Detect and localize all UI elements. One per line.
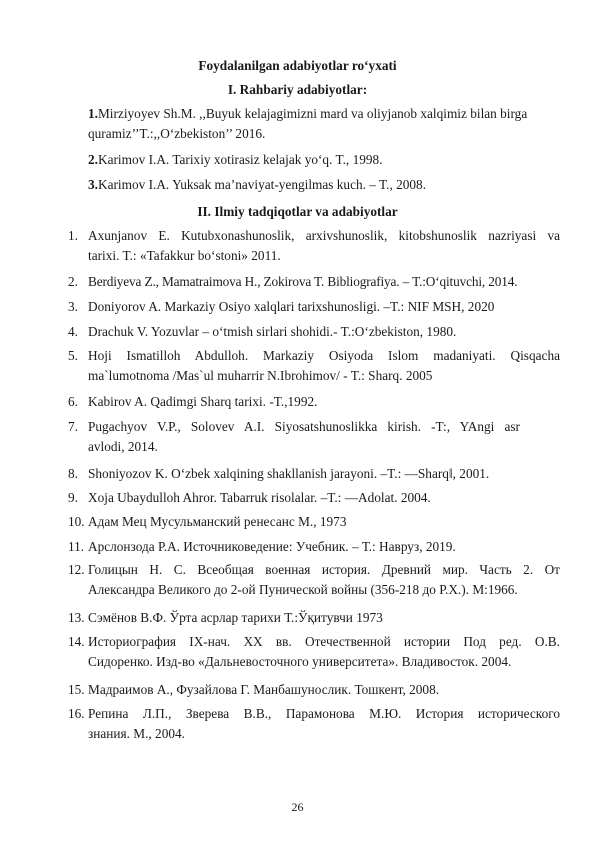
item-line: Xoja Ubaydulloh Ahror. Tabarruk risolalar. –T.: ―Adolat. 2004. <box>88 490 431 505</box>
item-line: Drachuk V. Yozuvlar – o‘tmish sirlari shohidi.- T.:O‘zbekiston, 1980. <box>88 324 457 339</box>
item-number: 9. <box>68 490 78 505</box>
item-number: 6. <box>68 394 78 409</box>
item-number: 1. <box>88 106 98 121</box>
section-title-guidance: I. Rahbariy adabiyotlar: <box>227 82 368 97</box>
item-line: Адам Мец Мусульманский ренесанс М., 1973 <box>88 514 347 529</box>
item-number: 14. <box>68 634 85 649</box>
section-title-research: II. Ilmiy tadqiqotlar va adabiyotlar <box>197 204 398 219</box>
item-number: 2. <box>68 274 78 289</box>
guidance-item <box>88 175 560 195</box>
item-number: 11. <box>68 539 85 554</box>
item-line: Историография IX-нач. XX вв. Отечественной истории Под ред. О.В. <box>88 634 560 649</box>
item-line: Karimov I.A. Yuksak ma’naviyat-yengilmas kuch. – T., 2008. <box>97 177 427 192</box>
item-line: Сидоренко. Изд-во «Дальневосточного университета». Владивосток. 2004. <box>88 654 512 669</box>
item-line: Kabirov A. Qadimgi Sharq tarixi. -T.,1992. <box>88 394 318 409</box>
item-line: avlodi, 2014. <box>88 439 158 454</box>
item-line: Berdiyeva Z., Mamatraimova H., Zokirova T. Bibliografiya. – T.:O‘qituvchi, 2014. <box>88 274 518 289</box>
item-number: 10. <box>68 514 85 529</box>
page-number: 26 <box>291 800 304 814</box>
item-line: знания. М., 2004. <box>88 726 185 741</box>
item-number: 13. <box>68 610 85 625</box>
item-number: 1. <box>68 228 78 243</box>
item-line: Hoji Ismatilloh Abdulloh. Markaziy Osiyoda Islom madaniyati. Qisqacha <box>88 348 560 363</box>
item-number: 7. <box>68 419 78 434</box>
item-line: ma`lumotnoma /Mas`ul muharrir N.Ibrohimov/ - T.: Sharq. 2005 <box>88 368 433 383</box>
item-line: Doniyorov A. Markaziy Osiyo xalqlari tarixshunosligi. –T.: NIF MSH, 2020 <box>88 299 495 314</box>
item-line: Shoniyozov K. O‘zbek xalqining shakllanish jarayoni. –T.: ―Sharq‖, 2001. <box>88 466 490 481</box>
item-number: 12. <box>68 562 85 577</box>
item-line: tarixi. T.: «Tafakkur bo‘stoni» 2011. <box>88 248 281 263</box>
item-line: Голицын Н. С. Всеобщая военная история. Древний мир. Часть 2. От <box>88 562 560 577</box>
item-number: 3. <box>88 177 98 192</box>
item-line: Mirziyoyev Sh.M. ,,Buyuk kelajagimizni mard va oliyjanob xalqimiz bilan birga <box>97 106 528 121</box>
item-line: Мадраимов А., Фузайлова Г. Манбашунослик. Тошкент, 2008. <box>88 682 440 697</box>
item-number: 3. <box>68 299 78 314</box>
item-number: 2. <box>88 152 98 167</box>
item-number: 15. <box>68 682 85 697</box>
item-number: 4. <box>68 324 78 339</box>
item-line: Сэмёнов В.Ф. Ўрта асрлар тарихи Т.:Ўқитувчи 1973 <box>88 610 383 625</box>
guidance-item <box>88 104 560 144</box>
item-line: Александра Великого до 2-ой Пунической войны (356-218 до Р.Х.). М:1966. <box>88 582 518 597</box>
item-number: 5. <box>68 348 78 363</box>
item-number: 16. <box>68 706 85 721</box>
item-line: Axunjanov E. Kutubxonashunoslik, arxivshunoslik, kitobshunoslik nazriyasi va <box>88 228 560 243</box>
item-line: Репина Л.П., Зверева В.В., Парамонова М.Ю. История исторического <box>88 706 560 721</box>
item-line: quramiz’’T.:,,O‘zbekiston’’ 2016. <box>88 126 266 141</box>
page-heading: Foydalanilgan adabiyotlar ro‘yxati <box>198 58 397 73</box>
item-line: Karimov I.A. Tarixiy xotirasiz kelajak yo‘q. T., 1998. <box>97 152 383 167</box>
guidance-item <box>88 150 560 170</box>
item-line: Арслонзода Р.А. Источниковедение: Учебник. – Т.: Навруз, 2019. <box>88 539 456 554</box>
item-line: Pugachyov V.P., Solovev A.I. Siyosatshunoslikka kirish. -T:, YAngi asr <box>88 419 520 434</box>
item-number: 8. <box>68 466 78 481</box>
